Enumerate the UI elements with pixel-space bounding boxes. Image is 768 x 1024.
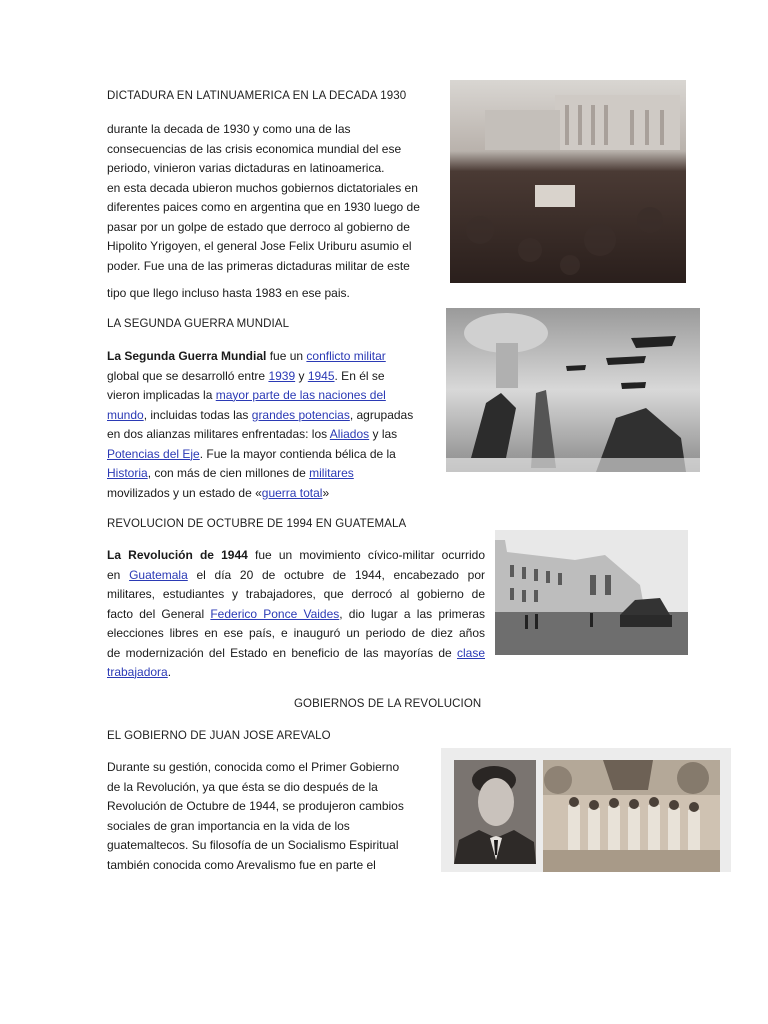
paragraph-dictadura xyxy=(107,120,437,276)
hyperlink[interactable]: guerra total xyxy=(261,485,323,500)
hyperlink[interactable]: Aliados xyxy=(329,427,370,441)
text-segment: también conocida como Arevalismo fue en parte el xyxy=(107,857,376,872)
text-segment: , con más de cien millones de xyxy=(147,466,310,480)
hyperlink[interactable]: militares xyxy=(309,466,354,480)
text-segment: de modernización del Estado en beneficio de las mayorías de xyxy=(107,645,457,660)
hyperlink[interactable]: Historia xyxy=(107,466,148,480)
text-segment: , incluidas todas las xyxy=(143,407,252,422)
heading-gobiernos: GOBIERNOS DE LA REVOLUCION xyxy=(294,698,482,710)
ww2-collage xyxy=(446,308,700,472)
hyperlink[interactable]: Guatemala xyxy=(129,567,188,582)
hyperlink[interactable]: trabajadora xyxy=(107,665,168,679)
text-segment: de la Revolución, ya que ésta se dio después de la xyxy=(107,779,378,794)
text-line xyxy=(107,566,485,586)
group-photo xyxy=(543,760,720,872)
heading-revolucion-octubre: REVOLUCION DE OCTUBRE DE 1994 EN GUATEMALA xyxy=(107,518,407,530)
text-segment: guatemaltecos. Su filosofía de un Socialismo Espiritual xyxy=(107,838,399,852)
hyperlink[interactable]: clase xyxy=(456,645,485,660)
text-line xyxy=(107,644,485,664)
heading-arevalo: EL GOBIERNO DE JUAN JOSE AREVALO xyxy=(107,730,331,742)
text-line xyxy=(107,663,485,683)
text-line xyxy=(107,347,437,367)
hyperlink[interactable]: 1945 xyxy=(307,368,335,383)
text-line xyxy=(107,218,437,238)
text-line xyxy=(107,284,437,304)
text-line xyxy=(107,257,437,277)
text-line xyxy=(107,546,485,566)
text-line xyxy=(107,179,437,199)
text-segment: , agrupadas xyxy=(349,407,414,422)
palace-photo xyxy=(495,530,688,655)
text-segment: en dos alianzas militares enfrentadas: los xyxy=(107,427,330,441)
text-line xyxy=(107,120,437,140)
text-segment: sociales de gran importancia en la vida de los xyxy=(107,818,350,833)
text-segment: Revolución de Octubre de 1944, se produjeron cambios xyxy=(107,799,404,813)
hyperlink[interactable]: conflicto militar xyxy=(306,349,386,363)
text-line xyxy=(107,758,437,778)
text-line xyxy=(107,445,437,465)
text-line xyxy=(107,817,437,837)
text-segment: » xyxy=(322,485,330,500)
text-line xyxy=(107,836,437,856)
paragraph-dictadura-tail xyxy=(107,284,437,304)
text-segment: movilizados y un estado de « xyxy=(107,485,262,500)
heading-segunda-guerra: LA SEGUNDA GUERRA MUNDIAL xyxy=(107,318,290,330)
paragraph-revolucion-octubre xyxy=(107,546,485,683)
text-segment: durante la decada de 1930 y como una de las xyxy=(107,122,351,136)
text-line xyxy=(107,484,437,504)
text-segment: fue un xyxy=(266,349,307,363)
text-segment: Hipolito Yrigoyen, el general Jose Felix Uriburu asumio el xyxy=(107,239,412,253)
text-segment: poder. Fue una de las primeras dictaduras militar de este xyxy=(107,258,410,273)
text-segment: facto del General xyxy=(107,606,211,621)
bold-text: La Segunda Guerra Mundial xyxy=(107,349,267,363)
text-segment: . Fue la mayor contienda bélica de la xyxy=(199,446,396,461)
text-line xyxy=(107,797,437,817)
text-line xyxy=(107,237,437,257)
text-line xyxy=(107,425,437,445)
hyperlink[interactable]: grandes potencias xyxy=(251,407,350,422)
text-line xyxy=(107,624,485,644)
text-line xyxy=(107,198,437,218)
text-segment: tipo que llego incluso hasta 1983 en ese pais. xyxy=(107,286,350,300)
text-segment: . En él se xyxy=(334,368,385,383)
hyperlink[interactable]: 1939 xyxy=(268,368,296,383)
text-line xyxy=(107,856,437,876)
hyperlink[interactable]: mundo xyxy=(107,407,144,422)
text-segment: fue un movimiento cívico-militar ocurrido xyxy=(247,548,485,562)
text-segment: en xyxy=(107,567,130,582)
text-segment: y xyxy=(295,368,308,383)
text-line xyxy=(107,159,437,179)
text-segment: en esta decada ubieron muchos gobiernos dictatoriales en xyxy=(107,180,418,195)
text-segment: elecciones libres en ese país, e inauguró un periodo de diez años xyxy=(107,626,485,640)
text-line xyxy=(107,778,437,798)
text-line xyxy=(107,386,437,406)
text-segment: pasar por un golpe de estado que derroco al gobierno de xyxy=(107,219,410,234)
text-segment: vieron implicadas la xyxy=(107,388,216,402)
text-segment: global que se desarrolló entre xyxy=(107,368,269,383)
text-segment: consecuencias de las crisis economica mundial del ese xyxy=(107,141,402,156)
bold-text: La Revolución de 1944 xyxy=(107,548,248,562)
paragraph-arevalo xyxy=(107,758,437,875)
hyperlink[interactable]: Potencias del Eje xyxy=(107,446,200,461)
text-segment: diferentes paices como en argentina que en 1930 luego de xyxy=(107,200,420,214)
text-segment: y las xyxy=(369,427,398,441)
text-line xyxy=(107,585,485,605)
text-line xyxy=(107,140,437,160)
crowd-photo xyxy=(450,80,686,283)
text-line xyxy=(107,367,437,387)
text-segment: el día 20 de octubre de 1944, encabezado por xyxy=(187,567,485,582)
text-line xyxy=(107,406,437,426)
hyperlink[interactable]: Federico Ponce Vaides xyxy=(210,606,340,621)
heading-dictadura: DICTADURA EN LATINUAMERICA EN LA DECADA 1930 xyxy=(107,90,407,102)
text-segment: periodo, vinieron varias dictaduras en latinoamerica. xyxy=(107,161,385,175)
text-line xyxy=(107,605,485,625)
text-line xyxy=(107,464,437,484)
text-segment: Durante su gestión, conocida como el Primer Gobierno xyxy=(107,760,400,774)
text-segment: . xyxy=(167,665,172,679)
hyperlink[interactable]: mayor parte de las naciones del xyxy=(215,388,386,402)
portrait-photo xyxy=(454,760,536,864)
text-segment: militares, estudiantes y trabajadores, que derrocó al gobierno de xyxy=(107,587,485,601)
text-segment: , dio lugar a las primeras xyxy=(339,606,485,621)
paragraph-segunda-guerra xyxy=(107,347,437,503)
